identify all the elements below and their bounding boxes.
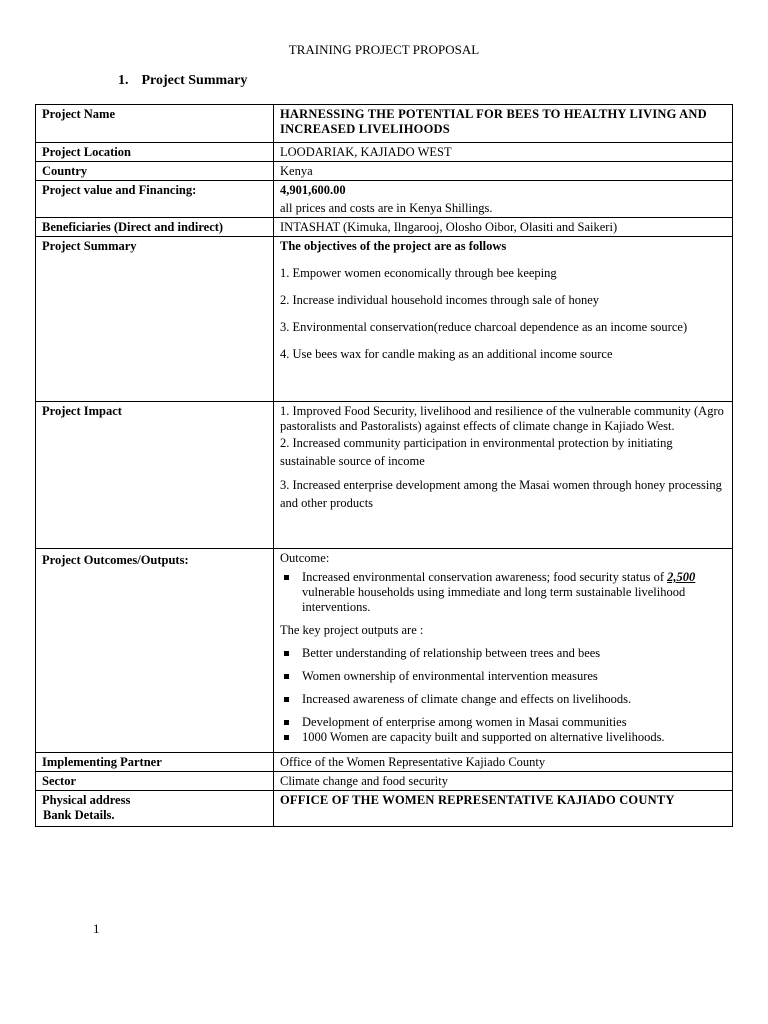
bank-details-label: Bank Details. (43, 808, 115, 822)
table-row (36, 181, 733, 218)
page-number: 1 (93, 921, 100, 936)
financing-cell (274, 181, 733, 218)
objectives-intro: The objectives of the project are as follows (280, 239, 507, 253)
section-heading (118, 73, 247, 89)
table-row (36, 143, 733, 162)
table-row (36, 218, 733, 237)
country-label: Country (36, 162, 274, 181)
financing-amount: 4,901,600.00 (280, 183, 346, 197)
objective-item: 4. Use bees wax for candle making as an additional income source (280, 347, 613, 361)
impact-item: 3. Increased enterprise development among the Masai women through honey processing and other products (280, 478, 722, 510)
list-item: Better understanding of relationship between trees and bees (280, 646, 726, 661)
sector-label: Sector (36, 772, 274, 791)
households-count: 2,500 (667, 570, 696, 584)
list-item: Development of enterprise among women in Masai communities (280, 715, 726, 730)
outcome-text-end: vulnerable households using immediate and long term sustainable livelihood interventions. (302, 585, 686, 614)
physical-address-label: Physical address (42, 793, 131, 807)
outputs-list (280, 646, 726, 745)
project-outcomes-label: Project Outcomes/Outputs: (36, 549, 274, 753)
section-title: Project Summary (141, 73, 248, 88)
financing-note: all prices and costs are in Kenya Shillings. (280, 201, 493, 215)
project-summary-table (35, 104, 733, 827)
table-row (36, 162, 733, 181)
project-summary-cell (274, 237, 733, 402)
list-item: Increased awareness of climate change and effects on livelihoods. (280, 692, 726, 707)
objective-item: 2. Increase individual household incomes through sale of honey (280, 293, 600, 307)
physical-address-value: OFFICE OF THE WOMEN REPRESENTATIVE KAJIADO COUNTY (274, 791, 733, 827)
table-row (36, 402, 733, 549)
list-item (280, 570, 726, 615)
implementing-partner-value: Office of the Women Representative Kajiado County (274, 753, 733, 772)
sector-value: Climate change and food security (274, 772, 733, 791)
section-number: 1. (118, 73, 129, 88)
objective-item: 3. Environmental conservation(reduce charcoal dependence as an income source) (280, 320, 688, 334)
list-item: 1000 Women are capacity built and supported on alternative livelihoods. (280, 730, 726, 745)
table-row (36, 105, 733, 143)
list-item: Women ownership of environmental intervention measures (280, 669, 726, 684)
project-impact-label: Project Impact (36, 402, 274, 549)
project-impact-cell (274, 402, 733, 549)
beneficiaries-value: INTASHAT (Kimuka, Ilngarooj, Olosho Oibor, Olasiti and Saikeri) (274, 218, 733, 237)
outputs-heading: The key project outputs are : (280, 623, 424, 637)
project-name-value: HARNESSING THE POTENTIAL FOR BEES TO HEALTHY LIVING AND INCREASED LIVELIHOODS (274, 105, 733, 143)
outcome-text-start: Increased environmental conservation awareness; food security status of (302, 570, 668, 584)
table-row (36, 237, 733, 402)
outcome-list (280, 570, 726, 615)
project-summary-label: Project Summary (36, 237, 274, 402)
table-row (36, 753, 733, 772)
project-name-label: Project Name (36, 105, 274, 143)
outcome-heading: Outcome: (280, 551, 330, 565)
objective-item: 1. Empower women economically through bee keeping (280, 266, 557, 280)
beneficiaries-label: Beneficiaries (Direct and indirect) (36, 218, 274, 237)
project-outcomes-cell (274, 549, 733, 753)
project-location-value: LOODARIAK, KAJIADO WEST (274, 143, 733, 162)
country-value: Kenya (274, 162, 733, 181)
document-title: TRAINING PROJECT PROPOSAL (288, 42, 480, 57)
table-row (36, 549, 733, 753)
table-row (36, 791, 733, 827)
financing-label: Project value and Financing: (36, 181, 274, 218)
table-row (36, 772, 733, 791)
address-label-cell (36, 791, 274, 827)
project-location-label: Project Location (36, 143, 274, 162)
implementing-partner-label: Implementing Partner (36, 753, 274, 772)
impact-item: 2. Increased community participation in environmental protection by initiating sustainable source of income (280, 436, 673, 468)
impact-item: 1. Improved Food Security, livelihood and resilience of the vulnerable community (Agro pastoralists and Pastoralists) against effects of climate change in Kajiado West. (280, 404, 724, 433)
